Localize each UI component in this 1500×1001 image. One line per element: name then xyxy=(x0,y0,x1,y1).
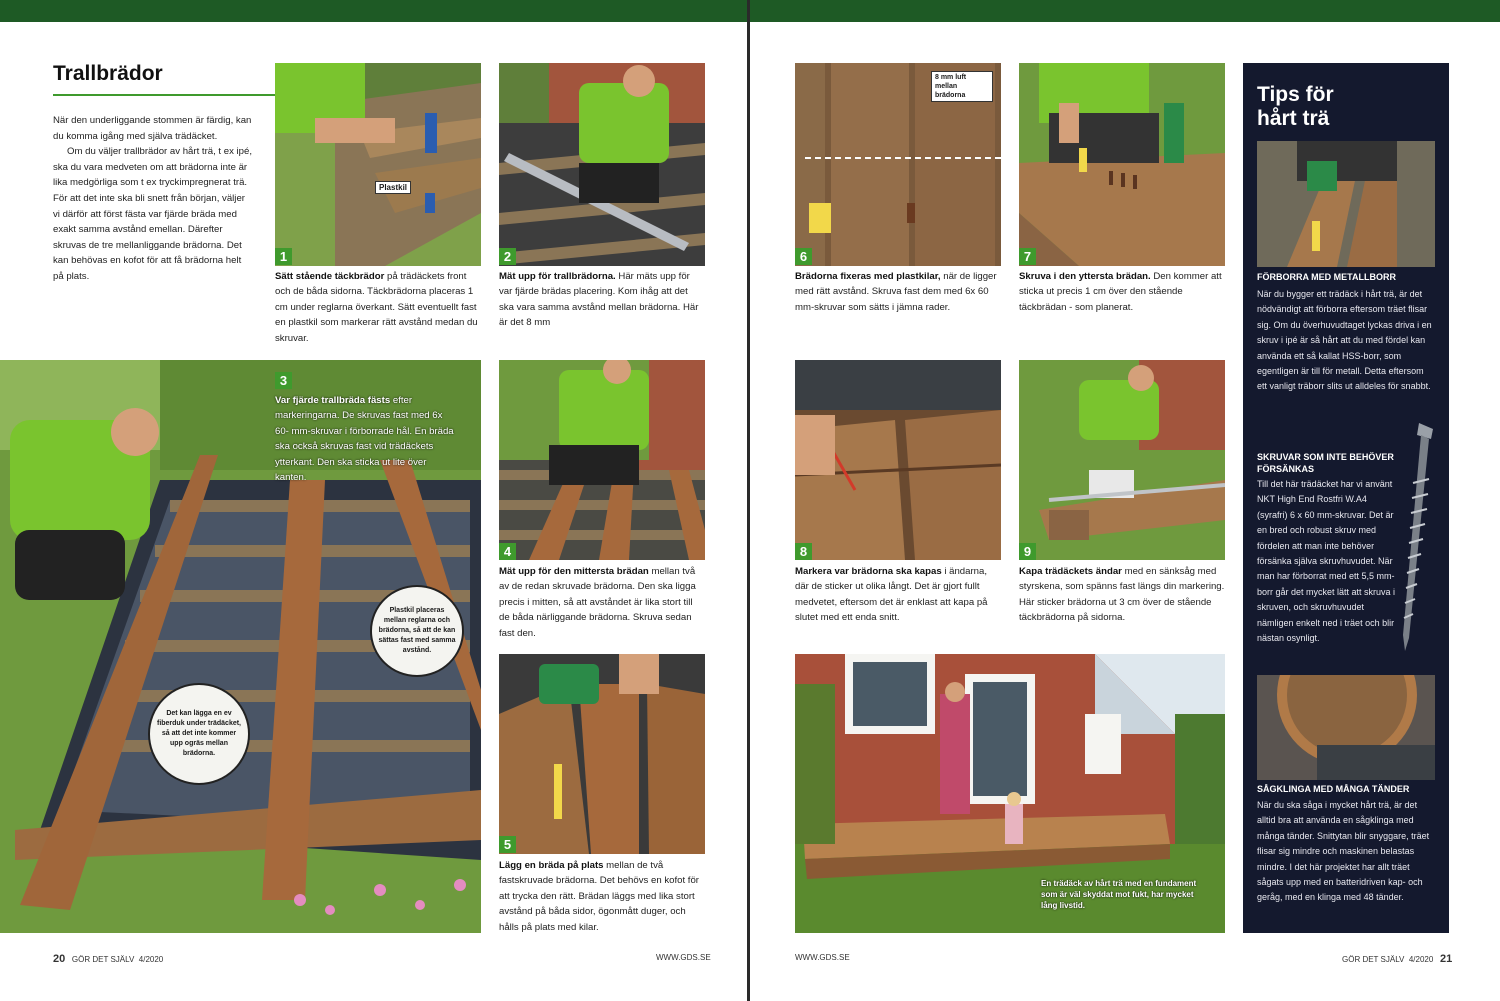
caption-step-2 xyxy=(499,269,705,331)
screw-icon xyxy=(1395,423,1435,653)
tips-body-drill: När du bygger ett trädäck i hårt trä, är det nödvändigt att förborra eftersom träet flisar sig. Om du överhuvudtaget lyckas driva i en skruv i ipé är så hårt att du med fördel kan använda ett så kallat HSS-borr, som egentligen är till för metall. Detta eftersom ett vanligt träborr slits ut alldeles för snabbt. xyxy=(1257,289,1432,392)
tips-heading-screws-line-1: SKRUVAR SOM INTE BEHÖVER xyxy=(1257,452,1394,462)
tips-title-line-1: Tips för xyxy=(1257,83,1334,106)
intro-paragraph-2: Om du väljer trallbrädor av hårt trä, t ex ipé, ska du vara medveten om att brädorna inte är lika medgörliga som t ex tryckimpregnerat trä. För att det inte ska bli snett från början, väljer vi därför att först fästa var fjärde bräda med exakt samma avstånd emellan. Därefter skruvas de tre mellanliggande brädorna. Det kan behövas en kofot för att få brädorna helt på plats. xyxy=(53,146,253,282)
caption-step-6 xyxy=(795,269,1001,315)
caption-step-6-text: när de ligger med rätt avstånd. Skruva fast dem med 6x 60 mm-skruvar som sätts i jämna rader. xyxy=(795,271,997,313)
intro-paragraph-1: När den underliggande stommen är färdig, kan du komma igång med själva trädäcket. xyxy=(53,115,252,142)
tips-photo-drill xyxy=(1257,141,1435,267)
photo-step-8 xyxy=(795,360,1001,560)
footer-magazine-left: GÖR DET SJÄLV xyxy=(71,955,135,964)
tips-body-screws: Till det här trädäcket har vi använt NKT High End Rostfri W.A4 (syrafri) 6 x 60 mm-skruvar. Det är en bred och robust skruv med fördelen att man inte behöver försänka själva skruvhuvudet. När man har förborrat med ett 5,5 mm-borr går det mycket lätt att skruva i skruven, och skruvhuvudet nämligen enkelt ned i träet och blir nästan osynligt. xyxy=(1257,479,1396,644)
caption-step-8-bold: Markera var brädorna ska kapas xyxy=(795,566,942,577)
caption-step-2-text: Här mäts upp för var fjärde brädas placering. Kom ihåg att det ska vara samma avstånd mellan brädorna. Här är det 8 mm xyxy=(499,271,699,329)
step-badge-8: 8 xyxy=(795,543,812,560)
caption-step-9 xyxy=(1019,564,1225,626)
caption-step-3-bold: Var fjärde trallbräda fästs xyxy=(275,395,391,406)
tips-title xyxy=(1257,83,1334,131)
step-badge-7: 7 xyxy=(1019,248,1036,265)
caption-step-5-text: mellan de två fastskruvade brädorna. Det behövs en kofot för att trycka den rätt. Brädan läggs med lika stort avstånd på båda sidor, ögonmått duger, och hålls på plats med kilar. xyxy=(499,860,699,933)
tips-panel xyxy=(1243,63,1449,933)
tips-heading-screws-line-2: FÖRSÄNKAS xyxy=(1257,464,1315,474)
page-title: Trallbrädor xyxy=(53,62,163,85)
caption-step-2-bold: Mät upp för trallbrädorna. xyxy=(499,271,616,282)
footer-issue-left: 4/2020 xyxy=(138,955,164,964)
step-badge-3: 3 xyxy=(275,372,292,389)
caption-step-4-bold: Mät upp för den mittersta brädan xyxy=(499,566,649,577)
tips-heading-sawblade: SÅGKLINGA MED MÅNGA TÄNDER xyxy=(1257,784,1410,794)
photo-step-9 xyxy=(1019,360,1225,560)
photo-step-5 xyxy=(499,654,705,854)
step-badge-6: 6 xyxy=(795,248,812,265)
footer-url-left: WWW.GDS.SE xyxy=(656,953,711,962)
page-number-left: 20 xyxy=(53,953,66,965)
callout-bubble-plastkil: Plastkil placeras mellan reglarna och brädorna, så att de kan sättas fast med samma avstånd. xyxy=(370,585,464,677)
tips-photo-sawblade xyxy=(1257,675,1435,780)
right-footer xyxy=(1342,953,1452,965)
intro-text xyxy=(53,113,253,285)
caption-step-5 xyxy=(499,858,705,935)
caption-step-8 xyxy=(795,564,1001,626)
caption-step-7-bold: Skruva i den yttersta brädan. xyxy=(1019,271,1151,282)
spacing-tag: 8 mm luft mellan brädorna xyxy=(931,71,993,102)
page-number-right: 21 xyxy=(1439,953,1453,965)
left-footer xyxy=(53,953,163,965)
caption-step-8-text: i ändarna, där de sticker ut olika långt. Det är gjort fullt medvetet, eftersom det är enklast att kapa på slutet med ett enda snitt. xyxy=(795,566,988,624)
photo-step-2 xyxy=(499,63,705,266)
caption-step-1-bold: Sätt stående täckbrädor xyxy=(275,271,385,282)
photo-finished-deck xyxy=(795,654,1225,933)
top-color-bar-right xyxy=(750,0,1500,22)
caption-step-5-bold: Lägg en bräda på plats xyxy=(499,860,604,871)
caption-step-4-text: mellan två av de redan skruvade brädorna. Den ska ligga precis i mitten, så att avståndet är lika stort till de båda närliggande brädorna. Skruva sedan fast den. xyxy=(499,566,696,639)
caption-step-4 xyxy=(499,564,705,641)
caption-step-1 xyxy=(275,269,481,346)
photo-step-1 xyxy=(275,63,481,266)
tips-heading-drill: FÖRBORRA MED METALLBORR xyxy=(1257,272,1396,282)
step-badge-4: 4 xyxy=(499,543,516,560)
tips-title-line-2: hårt trä xyxy=(1257,107,1330,130)
caption-step-3 xyxy=(275,393,457,485)
caption-step-9-text: med en sänksåg med styrskena, som spänns fast längs din markering. Här sticker brädorna ut 3 cm över de stående täckbrädorna på sidorna. xyxy=(1019,566,1225,624)
step-badge-5: 5 xyxy=(499,836,516,853)
step-badge-2: 2 xyxy=(499,248,516,265)
tips-body-sawblade: När du ska såga i mycket hårt trä, är det alltid bra att använda en sågklinga med många tänder. Snittytan blir snyggare, träet flisar sig mindre och maskinen belastas mindre. I det här projektet har allt träet sågats upp med en batteridriven kap- och geråg, med en klinga med 48 tänder. xyxy=(1257,800,1430,903)
step-badge-9: 9 xyxy=(1019,543,1036,560)
photo-step-4 xyxy=(499,360,705,560)
footer-magazine-right: GÖR DET SJÄLV xyxy=(1342,955,1405,964)
caption-step-9-bold: Kapa trädäckets ändar xyxy=(1019,566,1122,577)
photo-step-6 xyxy=(795,63,1001,266)
footer-url-right: WWW.GDS.SE xyxy=(795,953,850,962)
caption-step-7-text: Den kommer att sticka ut precis 1 cm över den stående täckbrädan - som planerat. xyxy=(1019,271,1222,313)
callout-bubble-fiberduk: Det kan lägga en ev fiberduk under trädäcket, så att det inte kommer upp ogräs mellan brädorna. xyxy=(148,683,250,785)
title-underline xyxy=(53,94,275,96)
caption-step-7 xyxy=(1019,269,1225,315)
caption-step-1-text: på trädäckets front och de båda sidorna. Täckbrädorna placeras 1 cm under reglarna överkant. Sätt eventuellt fast en plastkil som markerar rätt avstånd medan du skruvar. xyxy=(275,271,478,344)
final-photo-caption: En trädäck av hårt trä med en fundament som är väl skyddat mot fukt, har mycket lång livstid. xyxy=(1041,879,1197,910)
top-color-bar-left xyxy=(0,0,747,22)
page-spine xyxy=(747,0,750,1001)
caption-step-6-bold: Brädorna fixeras med plastkilar, xyxy=(795,271,941,282)
footer-issue-right: 4/2020 xyxy=(1408,955,1434,964)
plastkil-tag: Plastkil xyxy=(375,181,411,194)
photo-step-7 xyxy=(1019,63,1225,266)
caption-step-3-text: efter markeringarna. De skruvas fast med 6x 60- mm-skruvar i förborrade hål. En bräda ska också skruvas fast vid trädäckets ytterkant. Den ska sticka ut lite över kanten. xyxy=(275,395,454,484)
step-badge-1: 1 xyxy=(275,248,292,265)
